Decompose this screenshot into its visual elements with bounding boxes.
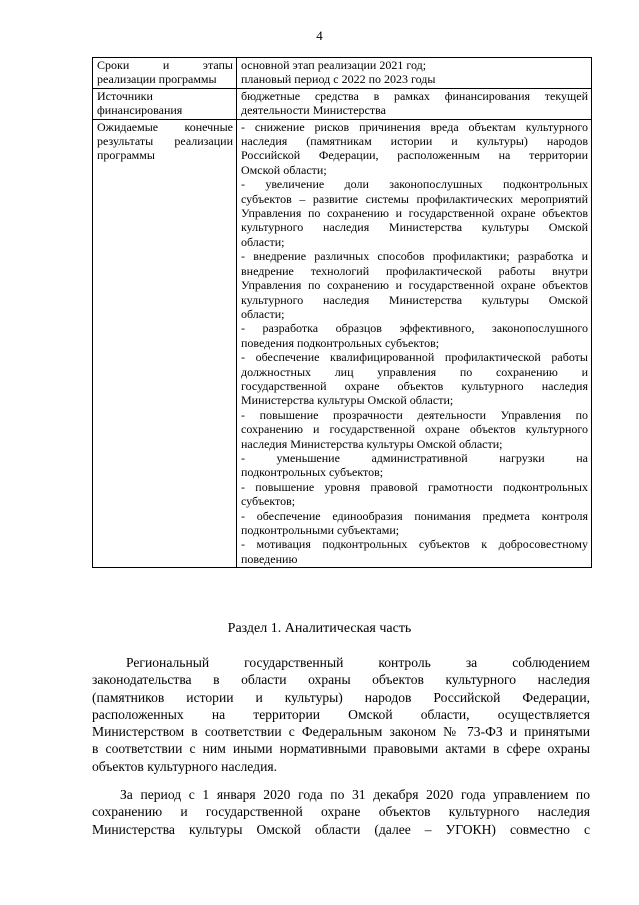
row-value-line: - обеспечение квалифицированной профилактической работы (241, 350, 588, 365)
row-value-line: деятельности Министерства (241, 103, 386, 118)
row-value-line: - уменьшение административной нагрузки на (241, 450, 588, 465)
row-label-line: Ожидаемые конечные (97, 119, 233, 134)
row-value-line: подконтрольными субъектами; (241, 523, 400, 537)
body-text (92, 654, 590, 838)
row-label-line: Источники (97, 88, 153, 103)
program-passport-table (92, 57, 592, 568)
row-value-line: Министерства культуры Омской области; (241, 393, 454, 408)
paragraph-line: Министерством в соответствии с Федеральным законом № 73-ФЗ и принятыми (92, 724, 590, 740)
row-label-line: программы (97, 148, 155, 163)
row-value-line: поведению (241, 551, 298, 566)
row-value-line: Омской области; (241, 162, 327, 177)
paragraph-gap (92, 775, 590, 786)
row-value-line: субъектов – развитие системы профилактических мероприятий (241, 191, 588, 206)
paragraph (92, 654, 590, 775)
row-value-line: - мотивация подконтрольных субъектов к добросовестному (241, 537, 588, 552)
paragraph (92, 786, 590, 838)
row-label-line: реализации программы (97, 72, 217, 87)
row-value-line: Управления по сохранению и государственной охране объектов (241, 278, 588, 293)
row-value-line: подконтрольных субъектов; (241, 465, 384, 480)
paragraph-line: сохранению и государственной охране объектов культурного наследия (92, 804, 590, 820)
paragraph-line: законодательства в области охраны объектов культурного наследия (92, 672, 590, 688)
row-value-line: сохранению и государственной охране объектов культурного (241, 422, 588, 437)
row-label-line: финансирования (97, 103, 183, 118)
row-value-line: внедрение технологий профилактической работы внутри (241, 263, 588, 278)
table-row (93, 58, 592, 89)
row-label-cell (93, 88, 237, 119)
row-value-cell (237, 88, 592, 119)
row-value-line: Управления по сохранению и государственной охране объектов (241, 206, 588, 221)
paragraph-line: Региональный государственный контроль за соблюдением (126, 655, 590, 670)
page-number: 4 (316, 28, 323, 43)
row-value-line: должностных лиц управления по сохранению и (241, 364, 588, 379)
paragraph-line: За период с 1 января 2020 года по 31 декабря 2020 года управлением по (120, 787, 590, 803)
row-value-line: поведения подконтрольных субъектов; (241, 335, 440, 350)
paragraph-line: в соответствии с ним иными нормативными правовыми актами в сфере охраны (92, 741, 590, 757)
row-value-line: - повышение прозрачности деятельности Управления по (241, 407, 588, 422)
table-row (93, 88, 592, 119)
row-label-line: Сроки и этапы (97, 58, 233, 72)
row-value-line: - внедрение различных способов профилактики; разработка и (241, 249, 588, 264)
row-value-line: культурного наследия Министерства культуры Омской (241, 220, 588, 235)
row-value-line: основной этап реализации 2021 год; (241, 58, 427, 72)
paragraph-line: Министерства культуры Омской области (далее – УГОКН) совместно с (92, 821, 590, 837)
row-value-line: субъектов; (241, 494, 296, 509)
row-value-line: - снижение рисков причинения вреда объектам культурного (241, 119, 588, 134)
row-value-line: Российской Федерации, расположенным на территории (241, 148, 588, 163)
paragraph-line: (памятников истории и культуры) народов Российской Федерации, (92, 689, 590, 705)
paragraph-line: расположенных на территории Омской области, осуществляется (92, 706, 590, 722)
row-value-line: - разработка образцов эффективного, законопослушного (241, 321, 588, 336)
row-value-line: бюджетные средства в рамках финансирования текущей (241, 88, 588, 103)
row-value-line: наследия (памятникам истории и культуры) народов (241, 134, 588, 149)
row-label-line: результаты реализации (97, 134, 233, 149)
row-value-line: - увеличение доли законопослушных подконтрольных (241, 177, 588, 192)
row-label-cell (93, 119, 237, 568)
row-value-line: области; (241, 306, 285, 321)
row-value-line: - повышение уровня правовой грамотности подконтрольных (241, 479, 588, 494)
row-value-cell (237, 58, 592, 89)
row-value-line: культурного наследия Министерства культуры Омской (241, 292, 588, 307)
row-label-cell (93, 58, 237, 89)
row-value-line: области; (241, 234, 285, 249)
paragraph-line: объектов культурного наследия. (92, 758, 277, 774)
row-value-line: - обеспечение единообразия понимания предмета контроля (241, 508, 588, 523)
row-value-line: плановый период с 2022 по 2023 годы (241, 72, 436, 87)
row-value-cell (237, 119, 592, 568)
row-value-line: наследия Министерства культуры Омской области; (241, 436, 503, 451)
section-title: Раздел 1. Аналитическая часть (227, 621, 412, 636)
table-row (93, 119, 592, 568)
row-value-line: государственной охране объектов культурного наследия (241, 378, 588, 393)
